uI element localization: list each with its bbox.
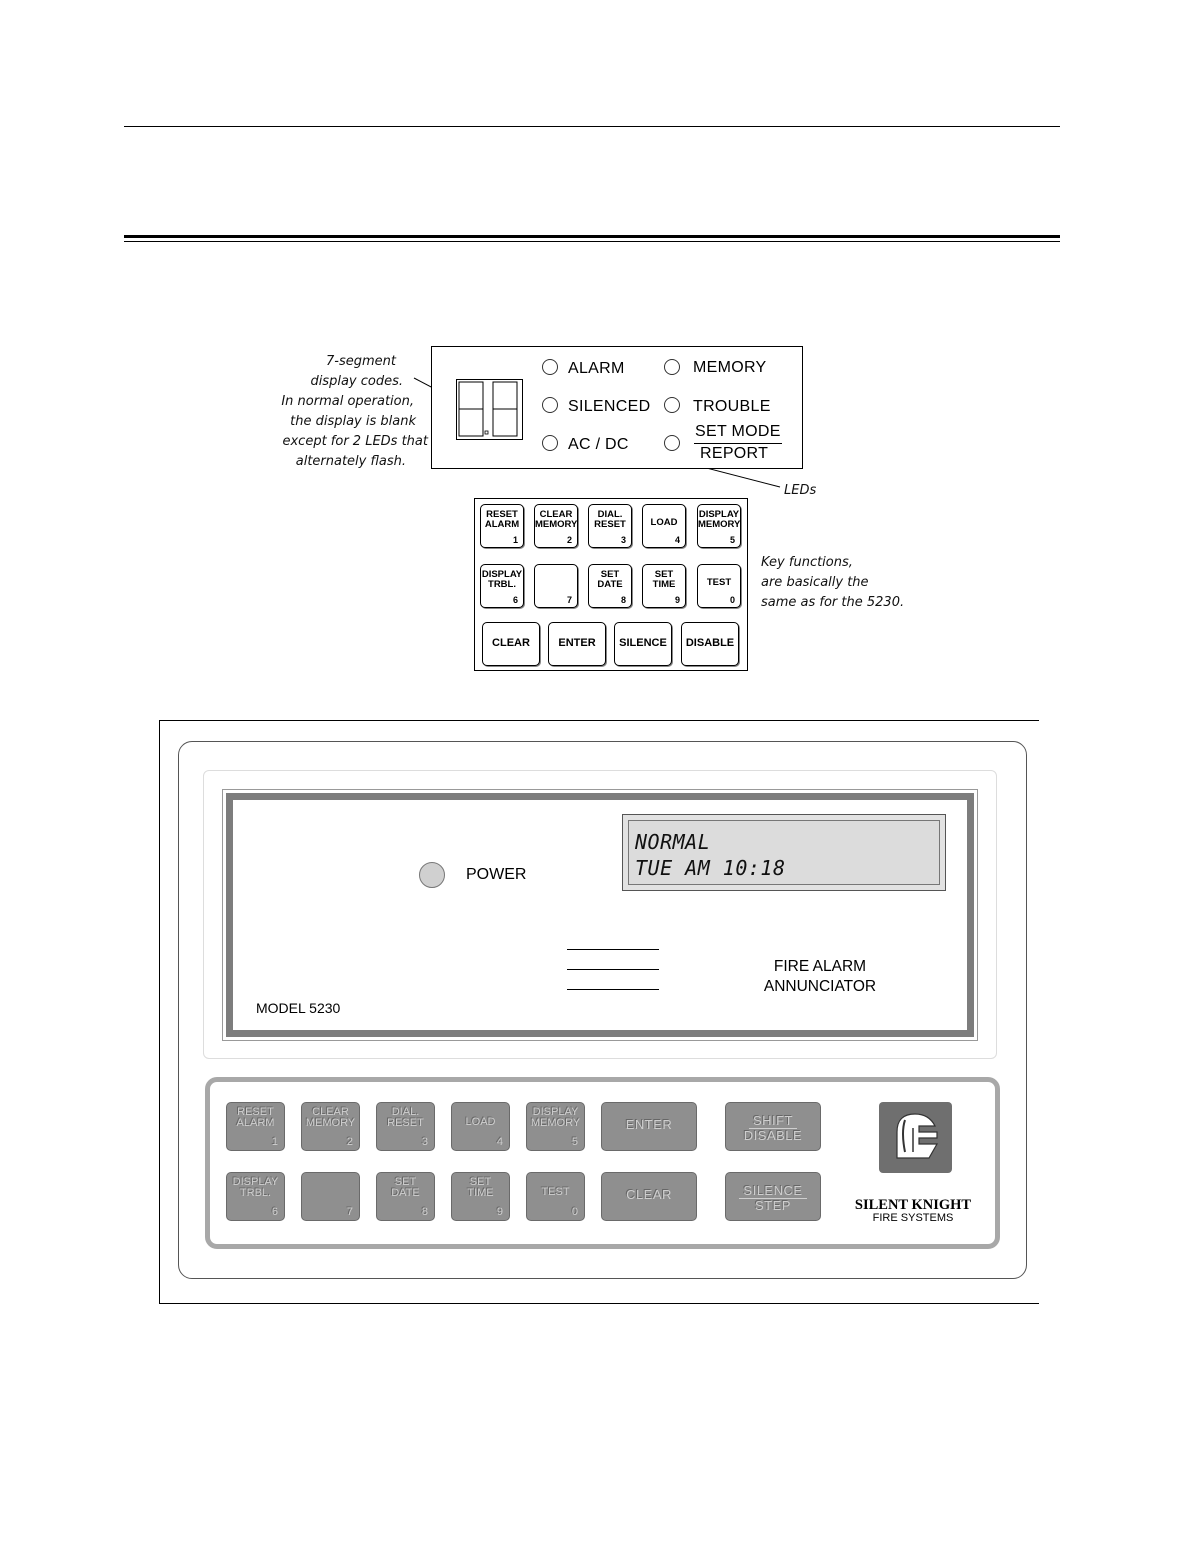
segment-note-line: the display is blank <box>290 414 416 429</box>
key-label: DISPLAY <box>232 1176 279 1188</box>
keys-note-line: same as for the 5230. <box>761 595 905 610</box>
led-label-memory: MEMORY <box>693 359 767 376</box>
lcd-display <box>622 814 946 891</box>
keypad-key-4[interactable] <box>642 504 686 548</box>
label-blank-line <box>567 989 659 990</box>
keypad-disable-key[interactable] <box>681 622 739 666</box>
annunciator-key-5[interactable] <box>526 1102 585 1151</box>
keys-callout <box>761 553 904 613</box>
led-acdc-indicator <box>542 435 558 451</box>
annunciator-key-9[interactable] <box>451 1172 510 1221</box>
annunciator-shift-disable-key[interactable] <box>725 1102 821 1151</box>
keypad-clear-key[interactable] <box>482 622 540 666</box>
leds-callout: LEDs <box>784 483 817 498</box>
key-label: ENTER <box>625 1117 673 1132</box>
key-number: 3 <box>421 1136 428 1148</box>
shift-label: SHIFT <box>749 1114 797 1129</box>
led-panel <box>431 346 803 469</box>
key-number: 5 <box>571 1136 578 1148</box>
key-label: DIAL. <box>597 509 623 520</box>
key-label-line2: RESET <box>387 1117 424 1129</box>
annunciator-silence-step-key[interactable] <box>725 1172 821 1221</box>
annunciator-key-0[interactable] <box>526 1172 585 1221</box>
key-number: 8 <box>620 595 626 605</box>
knight-helmet-icon <box>879 1102 952 1173</box>
led-silenced-indicator <box>542 397 558 413</box>
key-label: TEST <box>541 1186 570 1198</box>
led-alarm-indicator <box>542 359 558 375</box>
keys-note-line: Key functions, <box>761 555 853 570</box>
power-label: POWER <box>466 866 527 883</box>
key-label-line2: MEMORY <box>698 519 741 530</box>
led-trouble-indicator <box>664 397 680 413</box>
key-number: 2 <box>566 535 572 545</box>
key-label: TEST <box>706 577 732 588</box>
led-label-acdc: AC / DC <box>568 436 629 453</box>
key-number: 1 <box>271 1136 278 1148</box>
key-label-line2: TRBL. <box>239 1187 272 1199</box>
lcd-line-datetime: TUE AM 10:18 <box>635 856 786 880</box>
label-blank-line <box>567 969 659 970</box>
annunciator-enter-key[interactable] <box>601 1102 697 1151</box>
led-label-report: REPORT <box>700 445 769 462</box>
keypad-key-8[interactable] <box>588 564 632 608</box>
annunciator-key-6[interactable] <box>226 1172 285 1221</box>
annunciator-title-line2: ANNUNCIATOR <box>763 978 877 995</box>
annunciator-key-1[interactable] <box>226 1102 285 1151</box>
annunciator-clear-key[interactable] <box>601 1172 697 1221</box>
silence-label: SILENCE <box>739 1184 806 1199</box>
step-label: STEP <box>755 1198 791 1213</box>
keypad-key-3[interactable] <box>588 504 632 548</box>
key-label-line2: MEMORY <box>530 1117 581 1129</box>
annunciator-key-4[interactable] <box>451 1102 510 1151</box>
key-label-line2: TRBL. <box>488 579 516 590</box>
power-led <box>419 862 445 888</box>
key-label: DISPLAY <box>532 1106 579 1118</box>
key-label: SET <box>654 569 674 580</box>
keypad-enter-key[interactable] <box>548 622 606 666</box>
keypad-key-0[interactable] <box>697 564 741 608</box>
led-setmode-indicator <box>664 435 680 451</box>
annunciator-title <box>740 957 900 997</box>
key-label: ENTER <box>558 637 596 649</box>
key-label: SILENCE <box>619 637 667 649</box>
led-label-silenced: SILENCED <box>568 398 651 415</box>
model-label: MODEL 5230 <box>256 1000 341 1016</box>
key-number: 0 <box>571 1206 578 1218</box>
segment-note-line: In normal operation, <box>281 394 414 409</box>
key-label: SET <box>600 569 620 580</box>
key-label: SET <box>469 1176 492 1188</box>
key-label-line2: ALARM <box>236 1117 275 1129</box>
key-label: LOAD <box>650 517 678 528</box>
keypad-key-5[interactable] <box>697 504 741 548</box>
key-number: 2 <box>346 1136 353 1148</box>
silent-knight-logo <box>879 1102 952 1173</box>
led-memory-indicator <box>664 359 680 375</box>
key-label: RESET <box>237 1106 274 1118</box>
keypad-key-7[interactable] <box>534 564 578 608</box>
key-number: 8 <box>421 1206 428 1218</box>
led-label-trouble: TROUBLE <box>693 398 771 415</box>
keypad-key-9[interactable] <box>642 564 686 608</box>
key-label: DIAL. <box>391 1106 420 1118</box>
key-label: CLEAR <box>312 1106 349 1118</box>
led-label-alarm: ALARM <box>568 360 625 377</box>
annunciator-key-8[interactable] <box>376 1172 435 1221</box>
key-label: SET <box>394 1176 417 1188</box>
lcd-screen <box>628 820 940 885</box>
disable-label: DISABLE <box>743 1128 803 1143</box>
brand-subtitle: FIRE SYSTEMS <box>872 1212 954 1224</box>
keypad-silence-key[interactable] <box>614 622 672 666</box>
key-number: 6 <box>512 595 518 605</box>
key-number: 4 <box>496 1136 503 1148</box>
annunciator-title-line1: FIRE ALARM <box>773 958 867 975</box>
key-number: 7 <box>566 595 572 605</box>
key-number: 9 <box>674 595 680 605</box>
segment-note-line: except for 2 LEDs that <box>282 434 428 449</box>
brand-name: SILENT KNIGHT <box>854 1197 972 1213</box>
key-label: DISPLAY <box>698 509 740 520</box>
keypad-key-2[interactable] <box>534 504 578 548</box>
key-label: DISABLE <box>685 637 735 649</box>
lcd-line-status: NORMAL <box>635 830 711 854</box>
key-label-line2: DATE <box>597 579 623 590</box>
key-label-line2: TIME <box>652 579 676 590</box>
key-number: 1 <box>512 535 518 545</box>
keypad-key-1[interactable] <box>480 504 524 548</box>
annunciator-key-3[interactable] <box>376 1102 435 1151</box>
key-label: DISPLAY <box>481 569 523 580</box>
annunciator-key-2[interactable] <box>301 1102 360 1151</box>
key-number: 5 <box>729 535 735 545</box>
led-label-set-mode: SET MODE <box>695 423 781 440</box>
key-number: 4 <box>674 535 680 545</box>
key-number: 3 <box>620 535 626 545</box>
segment-note-line: alternately flash. <box>295 454 406 469</box>
key-number: 0 <box>729 595 735 605</box>
keypad-key-6[interactable] <box>480 564 524 608</box>
key-number: 9 <box>496 1206 503 1218</box>
segment-note-line: 7-segment <box>326 354 396 369</box>
set-mode-divider <box>694 443 782 444</box>
key-label <box>726 1184 820 1213</box>
seven-segment-display <box>456 379 523 440</box>
label-blank-line <box>567 949 659 950</box>
annunciator-key-7[interactable] <box>301 1172 360 1221</box>
key-label <box>726 1114 820 1143</box>
seven-segment-digits <box>457 380 522 439</box>
key-label-line2: MEMORY <box>305 1117 356 1129</box>
key-label: CLEAR <box>626 1187 672 1202</box>
key-label: LOAD <box>465 1116 496 1128</box>
keys-note-line: are basically the <box>761 575 869 590</box>
key-label: RESET <box>486 509 518 520</box>
key-label-line2: MEMORY <box>535 519 578 530</box>
key-label-line2: ALARM <box>484 519 520 530</box>
key-label: CLEAR <box>539 509 573 520</box>
key-number: 6 <box>271 1206 278 1218</box>
key-label-line2: RESET <box>594 519 626 530</box>
key-number: 7 <box>346 1206 353 1218</box>
segment-note-line: display codes. <box>310 374 403 389</box>
key-label: CLEAR <box>492 637 530 649</box>
key-label-line2: DATE <box>391 1187 420 1199</box>
key-label-line2: TIME <box>467 1187 494 1199</box>
